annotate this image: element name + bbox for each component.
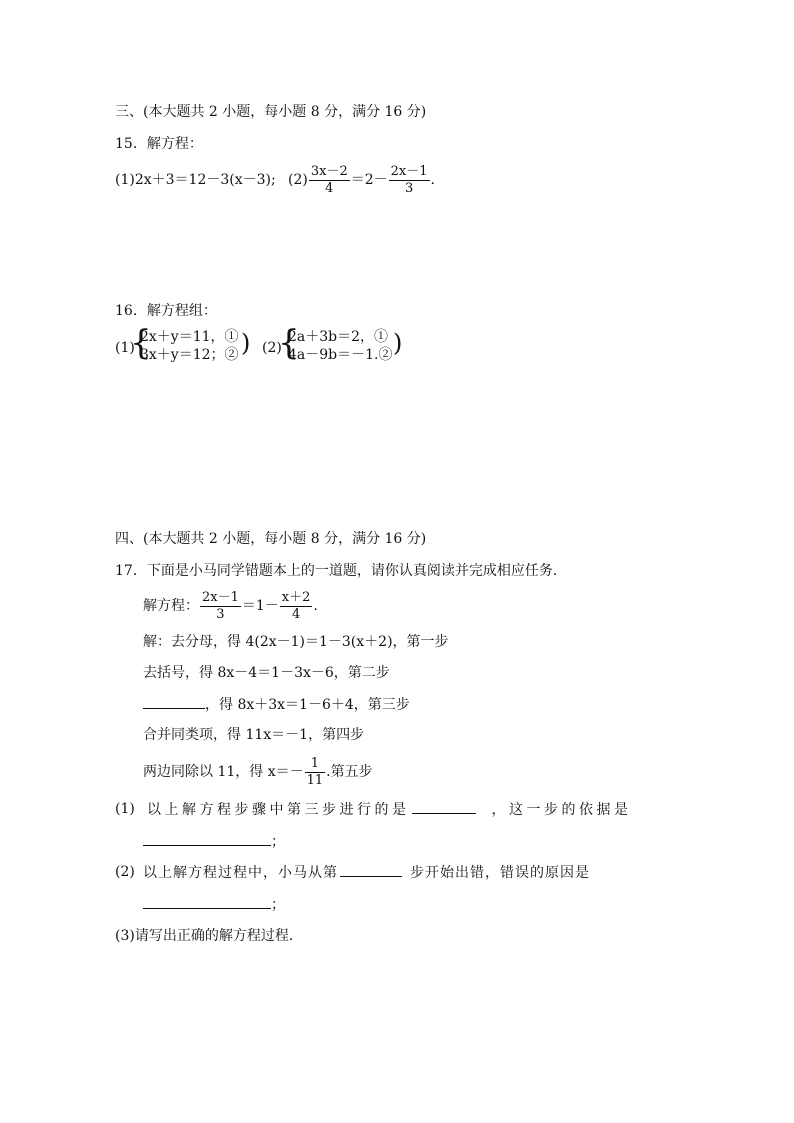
q15-p2-end: .	[430, 172, 435, 188]
section-4-heading: 四、(本大题共 2 小题，每小题 8 分，满分 16 分)	[115, 531, 427, 547]
answer-blank[interactable]	[143, 894, 271, 909]
answer-blank[interactable]	[412, 799, 476, 814]
right-paren-icon: )	[393, 329, 403, 357]
q17-task-2	[143, 862, 590, 883]
question-17-title: 17．下面是小马同学错题本上的一道题，请你认真阅读并完成相应任务．	[115, 563, 567, 579]
q17-step-5-numerator: 1	[305, 756, 326, 773]
q17-fraction-2-denominator: 4	[291, 606, 301, 622]
question-15-part-1: (1)2x＋3＝12－3(x－3);	[115, 172, 276, 188]
q15-p2-middle: ＝2－	[350, 172, 388, 188]
q17-equation-end: .	[313, 598, 318, 614]
q16-p1-eq2: 3x＋y＝12；②	[140, 347, 239, 363]
q17-step-5-prefix: 两边同除以 11，得 x＝－	[143, 764, 304, 780]
left-brace-icon: {	[278, 323, 300, 363]
q15-fraction-1-denominator: 4	[325, 180, 334, 196]
answer-blank[interactable]	[143, 831, 271, 846]
question-16-title: 16．解方程组：	[115, 303, 217, 319]
q17-task-3: (3)请写出正确的解方程过程．	[115, 928, 303, 944]
left-brace-icon: {	[130, 323, 152, 363]
q17-step-5-suffix: .第五步	[326, 764, 373, 780]
q16-p2-prefix: (2)	[262, 340, 282, 356]
q15-fraction-2-denominator: 3	[404, 180, 414, 196]
right-paren-icon: )	[241, 329, 251, 357]
q17-task-2-label: (2)	[115, 864, 135, 880]
q17-fraction-2	[280, 590, 313, 623]
q17-step-1: 解：去分母，得 4(2x－1)＝1－3(x＋2)，第一步	[143, 634, 449, 650]
answer-blank[interactable]	[143, 694, 205, 709]
q16-p1-eq1: 2x＋y＝11，①	[140, 329, 239, 345]
q17-step-3	[143, 694, 410, 715]
q17-task-1	[147, 799, 632, 820]
q17-fraction-1	[200, 590, 241, 623]
q17-task-2-line-2	[143, 894, 285, 915]
q17-step-5	[143, 752, 373, 792]
q17-step-3-text: ，得 8x＋3x＝1－6＋4，第三步	[205, 697, 410, 713]
q16-p2-eq2: 4a－9b＝－1.②	[288, 347, 393, 363]
q17-task-1-part-b: ，这一步的依据是	[491, 802, 632, 818]
q17-task-1-part-a: 以上解方程步骤中第三步进行的是	[147, 802, 410, 818]
q17-fraction-2-numerator: x＋2	[281, 589, 311, 605]
q17-task-2-part-a: 以上解方程过程中，小马从第	[143, 865, 338, 881]
q17-task-1-line-2	[143, 831, 285, 852]
q17-task-1-label: (1)	[115, 801, 135, 817]
q15-p2-prefix: (2)	[288, 172, 308, 188]
q17-equation-prefix: 解方程：	[143, 598, 199, 614]
q16-p2-eq1: 2a＋3b＝2，①	[288, 329, 389, 345]
q17-equation	[143, 586, 318, 626]
q15-fraction-1	[309, 164, 350, 197]
q15-fraction-1-numerator: 3x－2	[310, 163, 348, 179]
q17-equation-middle: ＝1－	[241, 598, 279, 614]
q17-fraction-1-numerator: 2x－1	[202, 589, 239, 605]
q15-fraction-2	[389, 164, 430, 197]
q16-p1-prefix: (1)	[115, 340, 135, 356]
q17-task-2-end: ；	[271, 897, 285, 913]
question-15-part-2	[288, 160, 435, 200]
q17-step-5-denominator: 11	[306, 772, 324, 788]
q17-step-2: 去括号，得 8x－4＝1－3x－6，第二步	[143, 665, 390, 681]
question-15-title: 15．解方程：	[115, 136, 203, 152]
q17-fraction-1-denominator: 3	[216, 606, 225, 622]
answer-blank[interactable]	[340, 862, 402, 877]
q17-step-4: 合并同类项，得 11x＝－1，第四步	[143, 727, 365, 743]
q17-step-5-fraction	[305, 756, 326, 789]
q15-fraction-2-numerator: 2x－1	[390, 163, 428, 179]
section-3-heading: 三、(本大题共 2 小题，每小题 8 分，满分 16 分)	[115, 104, 427, 120]
q17-task-2-part-b: 步开始出错，错误的原因是	[410, 865, 590, 881]
q17-task-1-end: ；	[271, 834, 285, 850]
